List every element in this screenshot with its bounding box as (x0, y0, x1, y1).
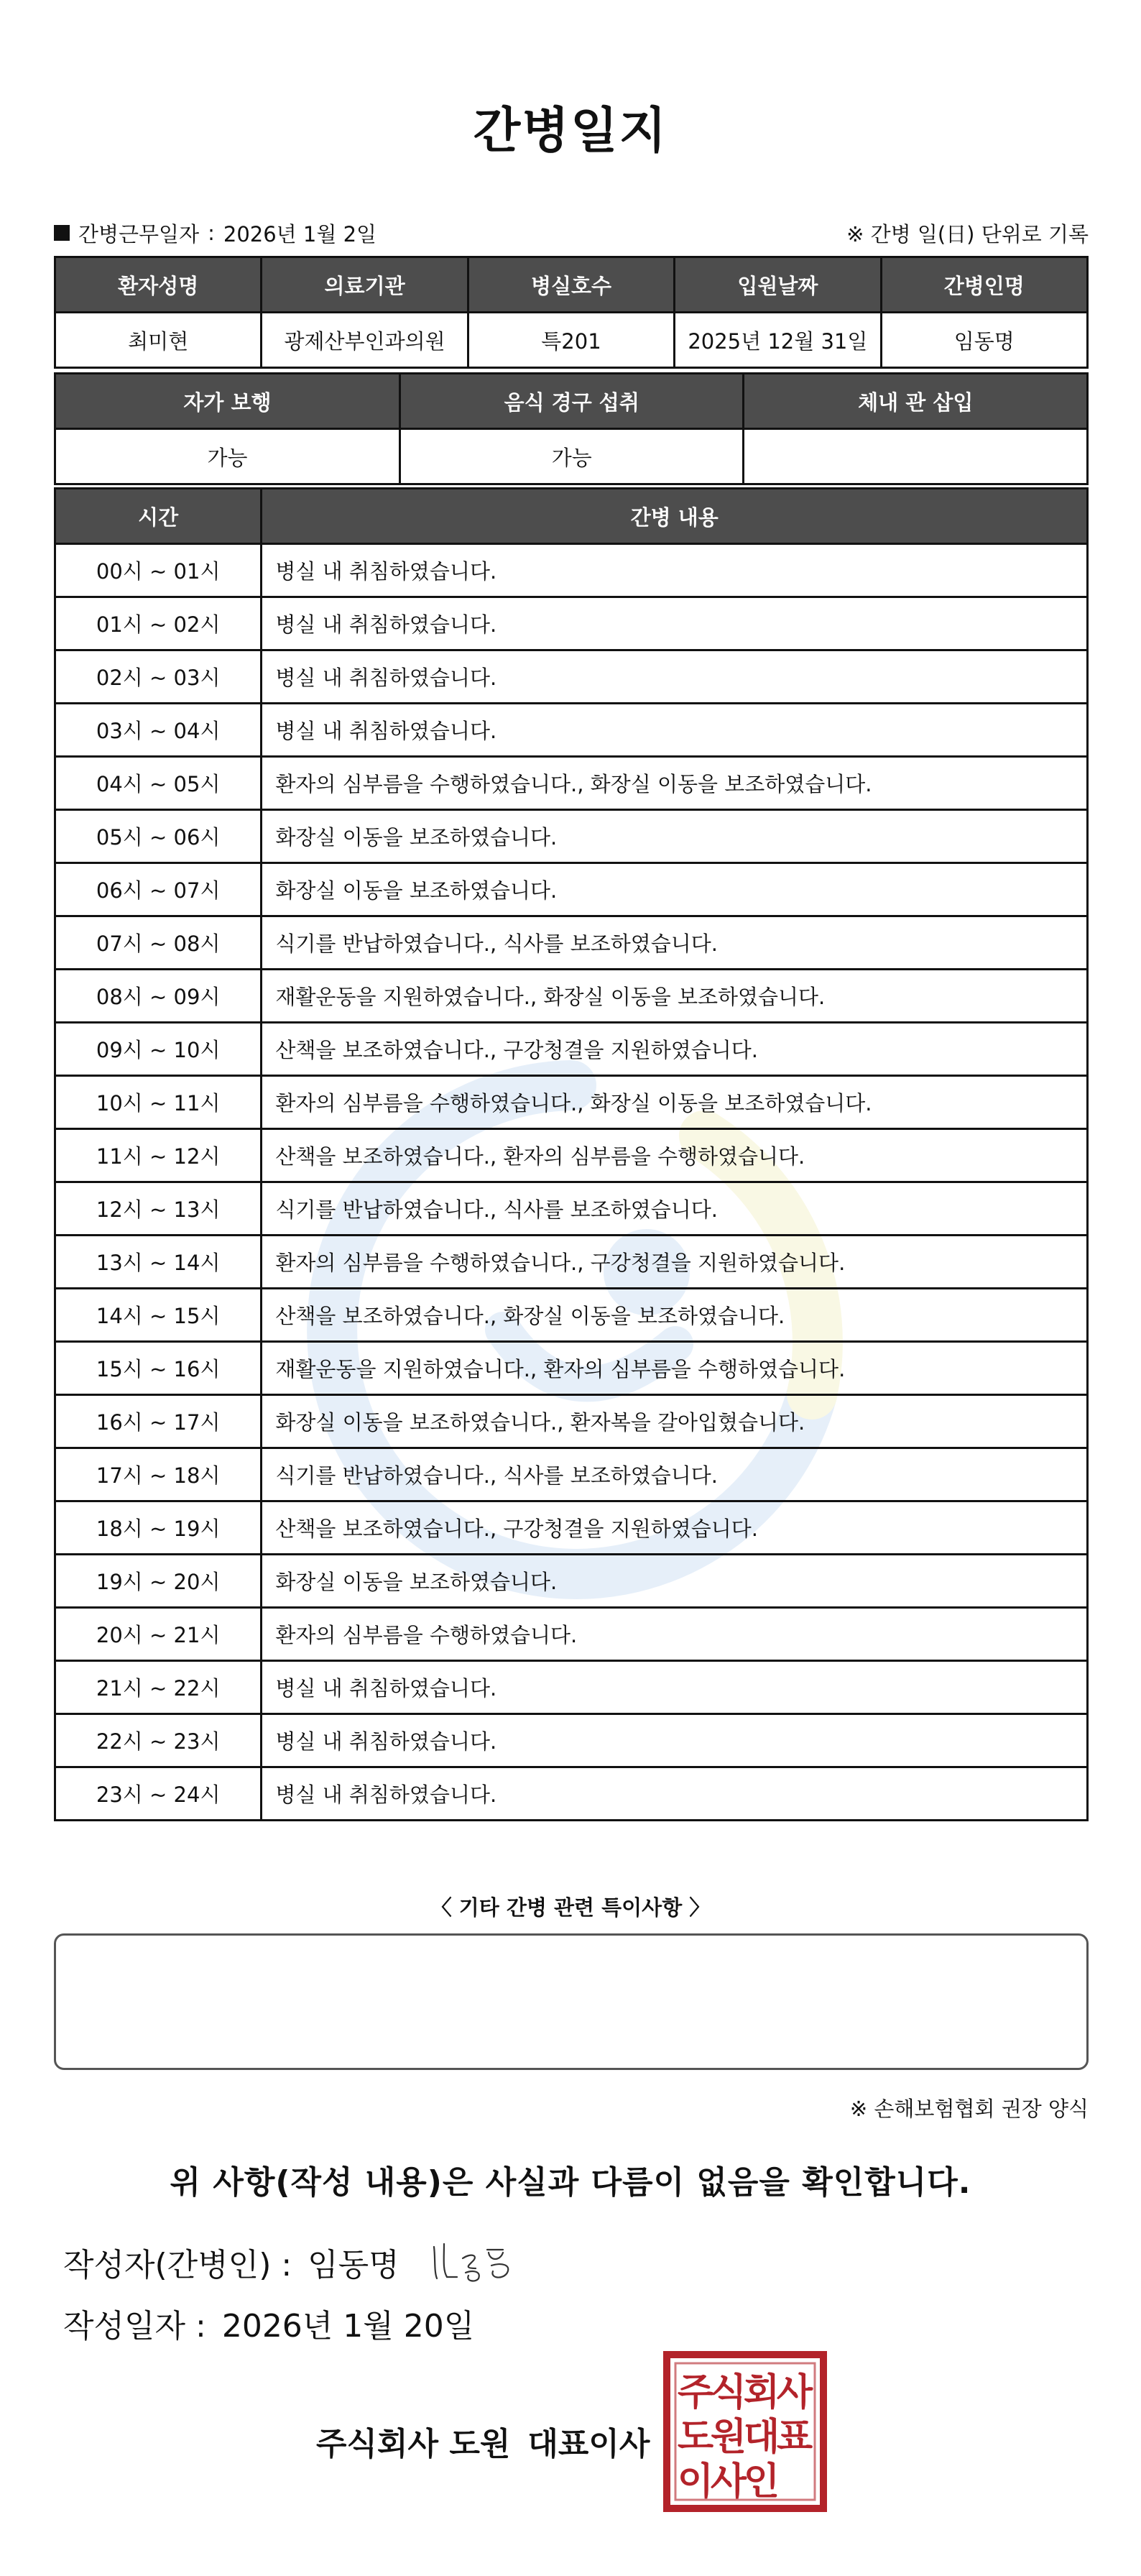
header-hospital: 의료기관 (262, 257, 468, 313)
content-cell: 병실 내 취침하였습니다. (262, 597, 1088, 650)
content-cell: 재활운동을 지원하였습니다., 화장실 이동을 보조하였습니다. (262, 970, 1088, 1023)
content-cell: 환자의 심부름을 수행하였습니다., 화장실 이동을 보조하였습니다. (262, 757, 1088, 810)
info-header-row (55, 257, 1088, 313)
table-row (55, 1023, 1088, 1076)
meta-row (54, 216, 1089, 250)
time-cell: 11시 ~ 12시 (55, 1129, 262, 1182)
time-cell: 17시 ~ 18시 (55, 1448, 262, 1501)
work-date-label: 간병근무일자 (78, 221, 200, 247)
time-cell: 03시 ~ 04시 (55, 704, 262, 757)
content-cell: 산책을 보조하였습니다., 구강청결을 지원하였습니다. (262, 1501, 1088, 1555)
content-cell: 식기를 반납하였습니다., 식사를 보조하였습니다. (262, 916, 1088, 970)
patient-name-cell: 최미현 (55, 313, 262, 368)
written-date-label: 작성일자 : (63, 2308, 206, 2345)
svg-text:인: 인 (743, 2460, 780, 2503)
time-cell: 15시 ~ 16시 (55, 1342, 262, 1395)
remarks-box (54, 1933, 1089, 2070)
care-log-table (54, 487, 1089, 1821)
black-square-icon (54, 225, 70, 241)
company-ceo-title: 대표이사 (527, 2426, 650, 2462)
header-caregiver: 간병인명 (881, 257, 1087, 313)
header-patient-name: 환자성명 (55, 257, 262, 313)
content-cell: 병실 내 취침하였습니다. (262, 704, 1088, 757)
table-row (55, 1501, 1088, 1555)
svg-text:이: 이 (677, 2460, 714, 2503)
svg-text:사: 사 (776, 2371, 813, 2414)
content-cell: 병실 내 취침하였습니다. (262, 1767, 1088, 1821)
table-row (55, 650, 1088, 704)
written-date-value: 2026년 1월 20일 (221, 2308, 475, 2345)
header-time: 시간 (55, 489, 262, 544)
work-date-value: 2026년 1월 2일 (223, 221, 377, 247)
company-name: 주식회사 도원 (316, 2426, 511, 2462)
time-cell: 10시 ~ 11시 (55, 1076, 262, 1129)
table-row (55, 1608, 1088, 1661)
recommend-note: ※ 손해보험협회 권장 양식 (849, 2097, 1089, 2121)
content-cell: 식기를 반납하였습니다., 식사를 보조하였습니다. (262, 1448, 1088, 1501)
time-cell: 21시 ~ 22시 (55, 1661, 262, 1714)
time-cell: 08시 ~ 09시 (55, 970, 262, 1023)
time-cell: 04시 ~ 05시 (55, 757, 262, 810)
handwritten-signature-icon (428, 2237, 522, 2287)
page-title: 간병일지 (473, 103, 668, 160)
table-row (55, 1342, 1088, 1395)
hospital-cell: 광제산부인과의원 (262, 313, 468, 368)
time-cell: 09시 ~ 10시 (55, 1023, 262, 1076)
content-cell: 화장실 이동을 보조하였습니다. (262, 1555, 1088, 1608)
remarks-title: 〈 기타 간병 관련 특이사항 〉 (430, 1895, 711, 1920)
condition-header-row (55, 374, 1088, 429)
svg-text:대: 대 (743, 2416, 780, 2459)
unit-note: ※ 간병 일(日) 단위로 기록 (846, 221, 1089, 247)
info-value-row (55, 313, 1088, 368)
self-walking-cell: 가능 (55, 429, 400, 484)
time-cell: 02시 ~ 03시 (55, 650, 262, 704)
confirmation-statement: 위 사항(작성 내용)은 사실과 다름이 없음을 확인합니다. (170, 2164, 971, 2201)
table-row (55, 1289, 1088, 1342)
table-row (55, 1076, 1088, 1129)
table-row (55, 544, 1088, 597)
svg-text:표: 표 (776, 2416, 813, 2459)
content-cell: 화장실 이동을 보조하였습니다., 환자복을 갈아입혔습니다. (262, 1395, 1088, 1448)
writer-row (63, 2237, 522, 2287)
content-cell: 산책을 보조하였습니다., 화장실 이동을 보조하였습니다. (262, 1289, 1088, 1342)
time-cell: 22시 ~ 23시 (55, 1714, 262, 1767)
time-cell: 01시 ~ 02시 (55, 597, 262, 650)
time-cell: 23시 ~ 24시 (55, 1767, 262, 1821)
time-cell: 18시 ~ 19시 (55, 1501, 262, 1555)
table-row (55, 1767, 1088, 1821)
time-cell: 00시 ~ 01시 (55, 544, 262, 597)
table-row (55, 863, 1088, 916)
colon-separator: : (208, 221, 215, 245)
table-row (55, 704, 1088, 757)
care-header-row (55, 489, 1088, 544)
svg-text:주: 주 (677, 2371, 714, 2414)
table-row (55, 970, 1088, 1023)
content-cell: 병실 내 취침하였습니다. (262, 1714, 1088, 1767)
time-cell: 06시 ~ 07시 (55, 863, 262, 916)
patient-condition-table (54, 372, 1089, 485)
written-date-row (63, 2300, 474, 2346)
header-tube-insertion: 체내 관 삽입 (744, 374, 1088, 429)
tube-insertion-cell (744, 429, 1088, 484)
time-cell: 12시 ~ 13시 (55, 1182, 262, 1236)
time-cell: 19시 ~ 20시 (55, 1555, 262, 1608)
time-cell: 16시 ~ 17시 (55, 1395, 262, 1448)
svg-text:사: 사 (710, 2460, 747, 2503)
condition-value-row (55, 429, 1088, 484)
table-row (55, 1129, 1088, 1182)
content-cell: 환자의 심부름을 수행하였습니다., 화장실 이동을 보조하였습니다. (262, 1076, 1088, 1129)
header-care-content: 간병 내용 (262, 489, 1088, 544)
room-cell: 특201 (468, 313, 674, 368)
header-oral-intake: 음식 경구 섭취 (399, 374, 744, 429)
table-row (55, 1236, 1088, 1289)
table-row (55, 1714, 1088, 1767)
content-cell: 병실 내 취침하였습니다. (262, 1661, 1088, 1714)
writer-name: 임동명 (308, 2247, 399, 2283)
svg-text:원: 원 (710, 2416, 747, 2459)
table-row (55, 757, 1088, 810)
content-cell: 재활운동을 지원하였습니다., 환자의 심부름을 수행하였습니다. (262, 1342, 1088, 1395)
table-row (55, 1395, 1088, 1448)
time-cell: 20시 ~ 21시 (55, 1608, 262, 1661)
content-cell: 환자의 심부름을 수행하였습니다. (262, 1608, 1088, 1661)
header-admission-date: 입원날짜 (675, 257, 881, 313)
content-cell: 산책을 보조하였습니다., 환자의 심부름을 수행하였습니다. (262, 1129, 1088, 1182)
content-cell: 환자의 심부름을 수행하였습니다., 구강청결을 지원하였습니다. (262, 1236, 1088, 1289)
table-row (55, 1661, 1088, 1714)
svg-text:식: 식 (710, 2371, 747, 2414)
table-row (55, 597, 1088, 650)
table-row (55, 1182, 1088, 1236)
time-cell: 07시 ~ 08시 (55, 916, 262, 970)
header-self-walking: 자가 보행 (55, 374, 400, 429)
table-row (55, 810, 1088, 863)
company-seal-icon (662, 2350, 828, 2513)
content-cell: 화장실 이동을 보조하였습니다. (262, 810, 1088, 863)
time-cell: 13시 ~ 14시 (55, 1236, 262, 1289)
content-cell: 병실 내 취침하였습니다. (262, 650, 1088, 704)
caregiver-cell: 임동명 (881, 313, 1087, 368)
content-cell: 병실 내 취침하였습니다. (262, 544, 1088, 597)
table-row (55, 1448, 1088, 1501)
oral-intake-cell: 가능 (399, 429, 744, 484)
writer-label: 작성자(간병인) : (63, 2247, 292, 2283)
svg-text:도: 도 (677, 2416, 714, 2459)
svg-text:회: 회 (743, 2371, 780, 2414)
table-row (55, 1555, 1088, 1608)
company-block (316, 2418, 650, 2464)
content-cell: 식기를 반납하였습니다., 식사를 보조하였습니다. (262, 1182, 1088, 1236)
header-room: 병실호수 (468, 257, 674, 313)
time-cell: 05시 ~ 06시 (55, 810, 262, 863)
admission-date-cell: 2025년 12월 31일 (675, 313, 881, 368)
content-cell: 화장실 이동을 보조하였습니다. (262, 863, 1088, 916)
content-cell: 산책을 보조하였습니다., 구강청결을 지원하였습니다. (262, 1023, 1088, 1076)
work-date (54, 218, 377, 248)
patient-info-table (54, 256, 1089, 369)
table-row (55, 916, 1088, 970)
time-cell: 14시 ~ 15시 (55, 1289, 262, 1342)
